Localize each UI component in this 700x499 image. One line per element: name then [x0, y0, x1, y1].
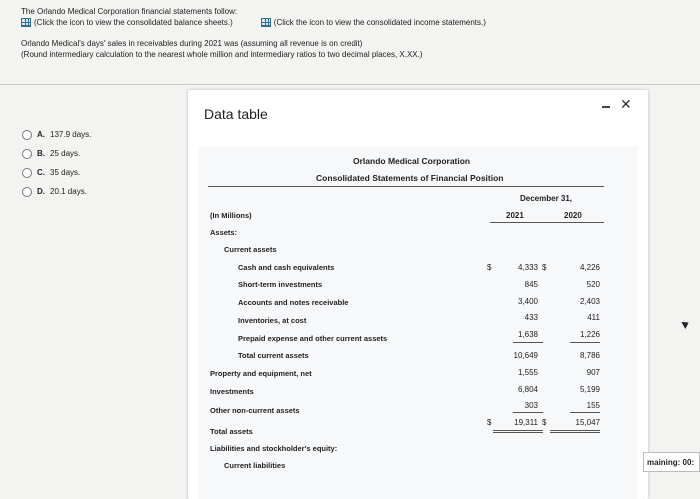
liabilities-heading: Liabilities and stockholder's equity: [210, 444, 338, 453]
instruction-text: (Round intermediary calculation to the nearest whole million and intermediary ratios to two decimal places, X.XX.) [21, 50, 423, 59]
row-label: Inventories, at cost [238, 316, 307, 325]
mouse-pointer-icon [681, 319, 690, 329]
statement-title: Consolidated Statements of Financial Position [316, 173, 504, 183]
year-2021: 2021 [506, 211, 524, 220]
subtotal-rule [570, 342, 600, 343]
subtotal-rule [570, 412, 600, 413]
value-2021: 19,311 [514, 418, 538, 427]
intro [21, 6, 486, 60]
balance-sheet-link: (Click the icon to view the consolidated balance sheets.) [34, 18, 233, 27]
income-statement-link: (Click the icon to view the consolidated income statements.) [273, 18, 486, 27]
value-2020: 1,226 [579, 330, 600, 339]
total-rule [550, 432, 600, 433]
value-2020: 4,226 [579, 263, 600, 272]
dollar-sign: $ [487, 263, 492, 272]
close-icon[interactable]: ✕ [620, 96, 632, 112]
value-2021: 4,333 [517, 263, 538, 272]
value-2020: 907 [586, 368, 600, 377]
minimize-icon[interactable] [602, 106, 610, 108]
radio-button[interactable] [22, 187, 32, 197]
radio-button[interactable] [22, 149, 32, 159]
value-2020: 15,047 [575, 418, 600, 427]
value-2021: 1,638 [517, 330, 538, 339]
header-rule [208, 186, 604, 187]
total-rule [550, 430, 600, 431]
value-2021: 845 [524, 280, 538, 289]
row-label: Total current assets [238, 351, 309, 360]
value-2020: 8,786 [579, 351, 600, 360]
row-label: Total assets [210, 427, 253, 436]
assets-heading: Assets: [210, 228, 238, 237]
option-c[interactable]: C. 35 days. [22, 163, 91, 182]
option-b[interactable]: B. 25 days. [22, 144, 91, 163]
units-label: (In Millions) [210, 211, 252, 220]
value-2020: 2,403 [579, 297, 600, 306]
company-name: Orlando Medical Corporation [353, 156, 471, 166]
value-2020: 411 [587, 313, 600, 322]
row-label: Prepaid expense and other current assets [238, 334, 388, 343]
radio-button[interactable] [22, 168, 32, 178]
subtotal-rule [513, 342, 543, 343]
row-label: Short-term investments [238, 280, 323, 289]
row-label: Accounts and notes receivable [238, 298, 349, 307]
value-2021: 3,400 [517, 297, 538, 306]
statement-panel [198, 146, 638, 499]
question-text: Orlando Medical's days' sales in receivables during 2021 was (assuming all revenue is on credit) [21, 39, 363, 48]
table-icon[interactable] [21, 18, 31, 27]
value-2021: 303 [524, 401, 538, 410]
total-rule [493, 430, 543, 431]
option-d[interactable]: D. 20.1 days. [22, 182, 91, 201]
row-label: Cash and cash equivalents [238, 263, 335, 272]
current-assets-heading: Current assets [224, 245, 277, 254]
time-remaining: maining: 00: [643, 452, 700, 472]
value-2021: 433 [524, 313, 538, 322]
intro-line: The Orlando Medical Corporation financial statements follow: [21, 7, 238, 16]
answer-options [22, 125, 91, 201]
value-2020: 5,199 [579, 385, 600, 394]
value-2020: 520 [586, 280, 600, 289]
year-rule [490, 222, 604, 223]
dollar-sign: $ [542, 263, 547, 272]
divider [0, 84, 700, 85]
current-liabilities-heading: Current liabilities [224, 461, 286, 470]
subtotal-rule [513, 412, 543, 413]
value-2020: 155 [586, 401, 600, 410]
table-icon[interactable] [261, 18, 271, 27]
value-2021: 6,804 [517, 385, 538, 394]
row-label: Property and equipment, net [210, 369, 312, 378]
period-header: December 31, [520, 194, 573, 203]
data-table-modal [188, 90, 648, 499]
row-label: Investments [210, 387, 254, 396]
dollar-sign: $ [487, 418, 492, 427]
option-a[interactable]: A. 137.9 days. [22, 125, 91, 144]
year-2020: 2020 [564, 211, 582, 220]
value-2021: 10,649 [513, 351, 538, 360]
total-rule [493, 432, 543, 433]
modal-title: Data table [204, 106, 268, 122]
radio-button[interactable] [22, 130, 32, 140]
dollar-sign: $ [542, 418, 547, 427]
row-label: Other non-current assets [210, 406, 300, 415]
value-2021: 1,555 [517, 368, 538, 377]
